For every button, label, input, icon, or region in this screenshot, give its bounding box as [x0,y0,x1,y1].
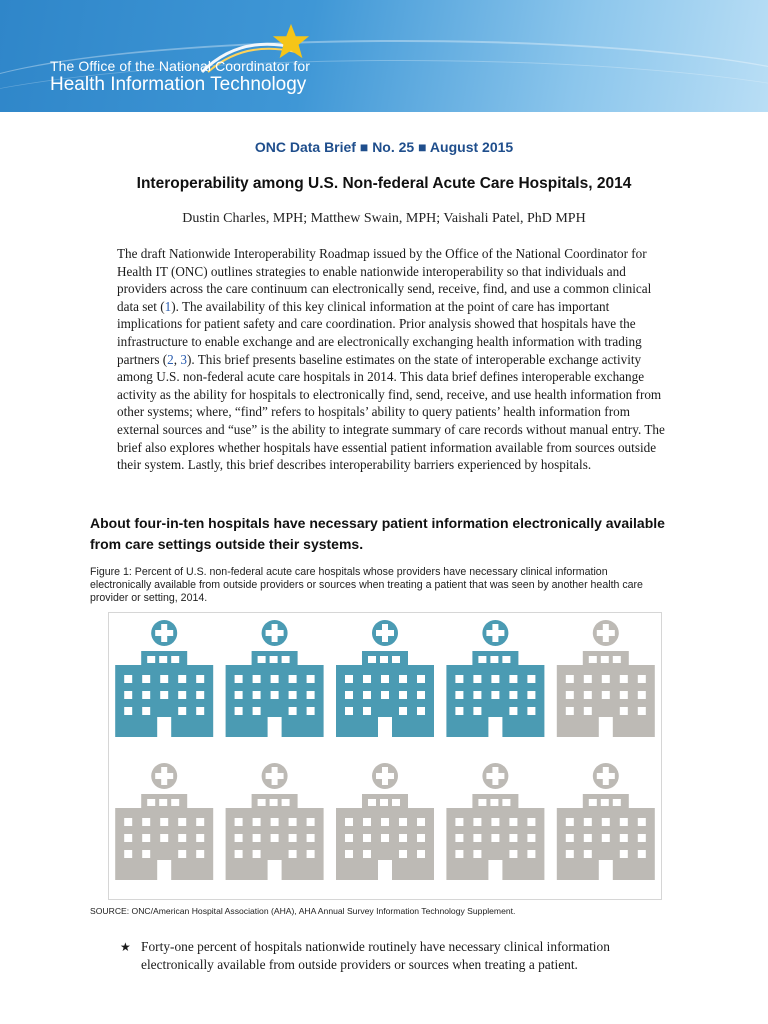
hospital-icon [226,763,324,880]
figure-caption: Figure 1: Percent of U.S. non-federal acute care hospitals whose providers have necessary clinical information electronically available from outside providers or sources when treating a patient that was seen by another health care provider or setting, 2014. [90,566,643,604]
header-banner [0,0,768,112]
hospital-icon [446,763,544,880]
hospital-icon [115,763,213,880]
reference-link-3[interactable]: 3 [180,351,187,367]
bullet-text: Forty-one percent of hospitals nationwide routinely have necessary clinical information electronically available from outside providers or sources when treating a patient. [141,939,610,972]
section-heading: About four-in-ten hospitals have necessary patient information electronically available from care settings outside their systems. [90,515,665,552]
logo-text-line1: The Office of the National Coordinator for [50,58,310,74]
hospital-icon-highlighted [226,620,324,737]
intro-paragraph: The draft Nationwide Interoperability Roadmap issued by the Office of the National Coordinator for Health IT (ONC) outlines strategies to enable nationwide interoperability so that individuals and providers across the care continuum can electronically send, receive, find, and use a common clinical data set (1). The availability of this key clinical information at the point of care has important implications for patient safety and care coordination. Prior analysis showed that hospitals have the infrastructure to enable exchange and are electronically exchanging health information with trading partners (2, 3). This brief presents baseline estimates on the state of interoperable exchange activity among U.S. non-federal acute care hospitals in 2014. This data brief defines interoperable exchange activity as the ability for hospitals to electronically find, send, receive, and use health information from other systems; where, “find” refers to hospitals’ ability to query patients’ health information from external sources and “use” is the ability to integrate summary of care records without manual entry. The brief also explores whether hospitals have essential patient information available from sources outside their system. Lastly, this brief describes interoperability barriers experienced by hospitals. [117,246,665,473]
bullet-list-item [120,938,680,974]
figure-source: SOURCE: ONC/American Hospital Association (AHA), AHA Annual Survey Information Technology Supplement. [90,906,516,916]
hospital-icon [557,620,655,737]
hospital-icon [557,763,655,880]
logo-star-icon [272,22,310,60]
brief-series-line: ONC Data Brief ■ No. 25 ■ August 2015 [254,139,514,155]
pictogram-svg [109,613,661,899]
reference-link-2[interactable]: 2 [167,351,174,367]
authors-line: Dustin Charles, MPH; Matthew Swain, MPH; Vaishali Patel, PhD MPH [182,211,586,226]
reference-link-1[interactable]: 1 [164,298,172,314]
star-bullet-icon: ★ [120,940,131,954]
hospital-icon-highlighted [336,620,434,737]
hospital-icon [336,763,434,880]
hospital-icon-highlighted [446,620,544,737]
hospital-icon-highlighted [115,620,213,737]
logo-text-line2: Health Information Technology [50,74,307,95]
page-title: Interoperability among U.S. Non-federal Acute Care Hospitals, 2014 [136,175,632,192]
hospital-pictogram-figure [108,612,662,900]
